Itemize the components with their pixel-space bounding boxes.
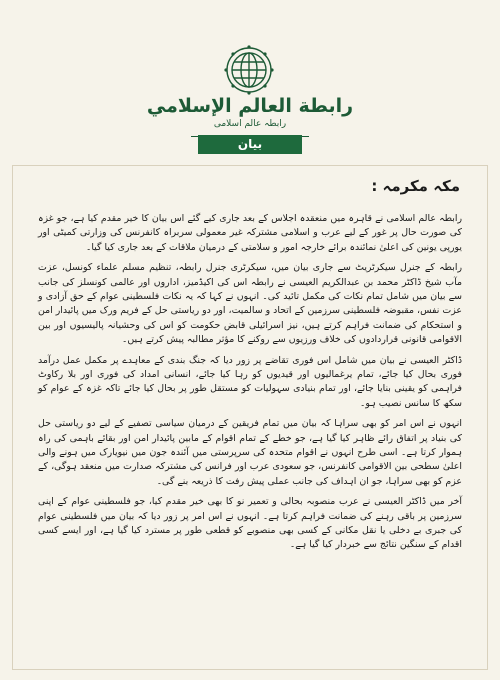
letterhead xyxy=(0,0,500,160)
body-paragraph-5: آخر میں ڈاکٹر العیسی نے عرب منصوبہ بحالی و تعمیر نو کا بھی خیر مقدم کیا، جو فلسطینی عوام کے اپنی سرزمین پر باقی رہنے کی ضمانت فراہم کرتا ہے۔ انہوں نے اس امر پر زور دیا کہ بیان میں فلسطینی عوام کی جبری بے دخلی یا نقل مکانی کے کسی بھی منصوبے کو قطعی طور پر مسترد کیا گیا ہے، اور ایسے کسی اقدام کے سنگین نتائج سے خبردار کیا گیا ہے۔ xyxy=(38,496,462,551)
organization-name-urdu: رابطہ عالم اسلامی xyxy=(213,119,287,129)
dateline: مکہ مکرمہ : xyxy=(371,177,460,195)
organization-name-arabic: رابطة العالم الإسلامي xyxy=(146,95,354,117)
body-paragraph-1: رابطہ عالم اسلامی نے قاہرہ میں منعقدہ اجلاس کے بعد جاری کیے گئے اس بیان کا خیر مقدم کیا ہے، جو غزہ کی صورت حال پر غور کے لیے عرب و اسلامی مشترکہ غیر معمولی سربراہ کانفرنس کی وزارتی کمیٹی اور یورپی یونین کی اعلیٰ نمائندہ برائے خارجہ امور و سلامتی کے درمیان ملاقات کے بعد جاری کیا گیا۔ xyxy=(38,213,462,253)
statement-body xyxy=(38,212,462,559)
body-paragraph-2: رابطہ کے جنرل سیکرٹریٹ سے جاری بیان میں، سیکرٹری جنرل رابطہ، تنظیم مسلم علماء کونسل، عزت مآب شیخ ڈاکٹر محمد بن عبدالکریم العیسی نے رابطہ اس کی اکیڈمیز، اداروں اور عالمی کونسلز کی جانب سے بیان میں شامل تمام نکات کی مکمل تائید کی۔ انہوں نے کہا کہ یہ نکات فلسطینی عوام کے حق آزادی و عزت نفس، مقبوضہ فلسطینی سرزمین کے اتحاد و سالمیت، اور دو ریاستی حل کے فریم ورک میں پائیدار امن و استحکام کی ضمانت فراہم کرتے ہیں، نیز اسرائیلی قابض حکومت کو اس کی وحشیانہ پالیسیوں اور بین الاقوامی قانونی قراردادوں کی خلاف ورزیوں سے روکنے کا مؤثر مطالبہ پیش کرتے ہیں۔ xyxy=(38,262,462,345)
body-paragraph-3: ڈاکٹر العیسی نے بیان میں شامل اس فوری تقاضے پر زور دیا کہ جنگ بندی کے معاہدے پر مکمل عمل درآمد فوری بحال کیا جائے، تمام یرغمالیوں اور قیدیوں کو رہا کیا جائے، انسانی امداد کی فوری اور بلا رکاوٹ فراہمی کو یقینی بنایا جائے، اور تمام بنیادی سہولیات کو مستقل طور پر بحال کیا جائے تاکہ غزہ کے عوام کو سکھ کا سانس نصیب ہو۔ xyxy=(38,354,462,409)
body-paragraph-4: انہوں نے اس امر کو بھی سراہا کہ بیان میں تمام فریقین کے درمیان سیاسی تصفیے کے لیے دو ریاستی حل کی بنیاد پر اتفاق رائے ظاہر کیا گیا ہے، جو خطے کے تمام اقوام کے مابین پائیدار امن اور بقائے باہمی کی راہ ہموار کرتا ہے۔ اسی طرح انہوں نے اقوام متحدہ کی سرپرستی میں آئندہ جون میں نیویارک میں ہونے والی اعلیٰ سطحی بین الاقوامی کانفرنس، جو سعودی عرب اور فرانس کی مشترکہ صدارت میں منعقد ہوگی، کے عزم کو بھی سراہا، جو ان اہداف کی جانب عملی پیش رفت کا ذریعہ بنے گی۔ xyxy=(38,418,462,487)
globe-emblem-icon xyxy=(223,44,275,96)
statement-banner: بیان xyxy=(198,135,302,154)
